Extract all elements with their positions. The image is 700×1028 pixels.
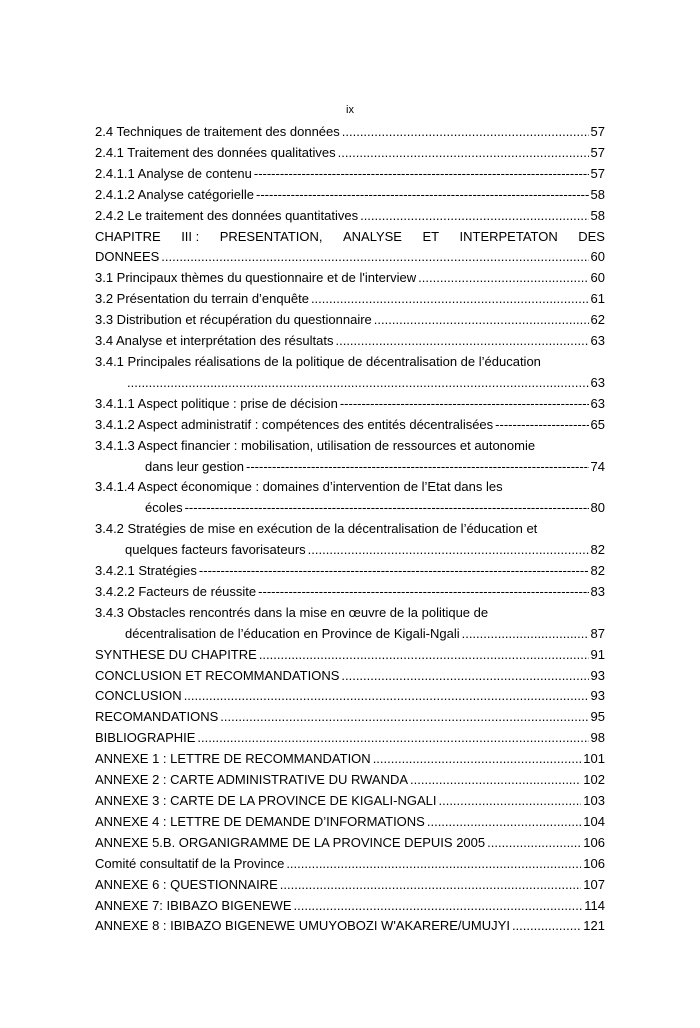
toc-entry[interactable] <box>95 415 605 436</box>
toc-word: INTERPETATON <box>459 228 558 244</box>
toc-leader <box>246 457 589 478</box>
toc-leader <box>258 582 588 603</box>
toc-entry[interactable] <box>95 561 605 582</box>
toc-leader <box>197 728 588 749</box>
toc-entry-page: 93 <box>590 667 605 683</box>
toc-entry-title: CONCLUSION <box>95 688 182 704</box>
toc-entry-page: 107 <box>583 876 605 892</box>
toc-leader <box>342 122 589 143</box>
toc-leader <box>487 833 581 854</box>
toc-entry[interactable] <box>95 268 605 289</box>
toc-word: PRESENTATION, <box>219 228 323 244</box>
toc-entry-title: 3.4.2.1 Stratégies <box>95 563 197 579</box>
toc-entry-page: 63 <box>590 395 605 411</box>
toc-entry-title: CONCLUSION ET RECOMMANDATIONS <box>95 667 340 683</box>
toc-entry[interactable] <box>95 122 605 143</box>
toc-word: DES <box>578 228 605 244</box>
toc-leader <box>184 686 589 707</box>
toc-entry-title: ANNEXE 1 : LETTRE DE RECOMMANDATION <box>95 751 371 767</box>
toc-entry-page: 57 <box>590 165 605 181</box>
toc-entry[interactable] <box>95 854 605 875</box>
toc-entry-page: 58 <box>590 186 605 202</box>
toc-entry-title: 3.4 Analyse et interprétation des résultats <box>95 333 334 349</box>
toc-entry-chapter-3[interactable] <box>95 227 605 269</box>
toc-entry-title: 3.1 Principaux thèmes du questionnaire et de l'interview <box>95 270 417 286</box>
toc-entry-title: ANNEXE 3 : CARTE DE LA PROVINCE DE KIGALI-NGALI <box>95 793 437 808</box>
toc-leader <box>341 666 588 687</box>
toc-entry-page: 83 <box>590 583 605 599</box>
toc-entry-page: 63 <box>590 333 605 349</box>
toc-entry-page: 103 <box>583 793 605 808</box>
toc-entry[interactable] <box>95 875 605 896</box>
toc-leader <box>438 791 581 812</box>
toc-leader <box>308 540 589 561</box>
toc-entry[interactable] <box>95 728 605 749</box>
toc-entry-page: 104 <box>583 813 605 829</box>
toc-leader <box>427 812 581 833</box>
toc-entry-title-cont: dans leur gestion <box>145 458 245 474</box>
toc-entry[interactable] <box>95 289 605 310</box>
toc-entry-page: 98 <box>590 730 605 746</box>
toc-leader <box>199 561 589 582</box>
toc-entry-page: 58 <box>590 207 605 223</box>
toc-entry-page: 121 <box>583 918 605 934</box>
toc-leader <box>256 185 589 206</box>
toc-leader <box>338 143 589 164</box>
toc-entry-page: 82 <box>590 563 605 579</box>
toc-entry[interactable] <box>95 833 605 854</box>
toc-entry-page: 62 <box>590 312 605 328</box>
toc-entry-title: 3.3 Distribution et récupération du questionnaire <box>95 312 372 328</box>
toc-word: CHAPITRE <box>95 228 161 244</box>
toc-entry-page: 93 <box>590 688 605 704</box>
toc-leader <box>374 310 589 331</box>
toc-entry-title: RECOMANDATIONS <box>95 709 219 725</box>
toc-entry-page: 95 <box>590 709 605 725</box>
toc-leader <box>259 645 589 666</box>
toc-entry[interactable] <box>95 645 605 666</box>
toc-entry-title-cont: quelques facteurs favorisateurs <box>125 542 306 558</box>
toc-leader <box>220 707 588 728</box>
toc-entry-multiline[interactable] <box>95 477 605 519</box>
toc-leader <box>127 373 589 394</box>
toc-entry[interactable] <box>95 331 605 352</box>
toc-entry[interactable] <box>95 896 605 917</box>
toc-leader <box>373 749 582 770</box>
toc-entry-title: 3.4.1.3 Aspect financier : mobilisation, utilisation de ressources et autonomie <box>95 437 536 453</box>
toc-entry[interactable] <box>95 686 605 707</box>
toc-entry-title: DONNEES <box>95 249 160 265</box>
toc-entry[interactable] <box>95 394 605 415</box>
toc-entry-page: 63 <box>590 374 605 390</box>
toc-entry-page: 114 <box>584 897 605 913</box>
toc-entry-page: 102 <box>583 772 605 788</box>
toc-entry-title-line <box>95 227 605 248</box>
toc-entry-title: 3.4.1 Principales réalisations de la politique de décentralisation de l’éducation <box>95 353 541 369</box>
toc-entry-title: ANNEXE 8 : IBIBAZO BIGENEWE UMUYOBOZI W'AKARERE/UMUJYI <box>95 918 510 934</box>
toc-entry-title: 3.2 Présentation du terrain d’enquête <box>95 291 309 307</box>
toc-entry[interactable] <box>95 582 605 603</box>
toc-entry-page: 82 <box>590 542 605 558</box>
toc-word: ET <box>422 228 440 244</box>
toc-entry-title: 2.4.1.2 Analyse catégorielle <box>95 186 254 202</box>
toc-entry-page: 60 <box>590 270 605 286</box>
toc-entry[interactable] <box>95 812 605 833</box>
toc-leader <box>294 896 583 917</box>
toc-entry-title: 3.4.2.2 Facteurs de réussite <box>95 583 257 599</box>
toc-entry-page: 57 <box>590 144 605 160</box>
toc-entry-title-cont: écoles <box>145 500 183 516</box>
table-of-contents <box>95 122 605 937</box>
toc-entry[interactable] <box>95 770 605 791</box>
toc-entry-page: 101 <box>583 751 605 767</box>
toc-entry-page: 60 <box>590 249 605 265</box>
toc-word: III : <box>181 228 200 244</box>
toc-leader <box>335 331 588 352</box>
toc-leader <box>512 916 581 937</box>
toc-entry-continuation <box>95 624 605 645</box>
toc-leader <box>286 854 581 875</box>
toc-leader <box>360 206 588 227</box>
toc-entry-title: Comité consultatif de la Province <box>95 855 285 871</box>
toc-entry-title: 3.4.2 Stratégies de mise en exécution de la décentralisation de l’éducation et <box>95 521 538 537</box>
toc-entry-multiline[interactable] <box>95 603 605 645</box>
toc-entry-title: ANNEXE 6 : QUESTIONNAIRE <box>95 876 278 892</box>
toc-entry-title: 2.4.1 Traitement des données qualitatives <box>95 144 336 160</box>
toc-entry-multiline[interactable] <box>95 352 605 394</box>
toc-leader <box>311 289 589 310</box>
toc-entry-title-cont: décentralisation de l’éducation en Province de Kigali-Ngali <box>125 625 460 641</box>
toc-entry[interactable] <box>95 206 605 227</box>
toc-leader <box>462 624 589 645</box>
toc-entry-page: 61 <box>590 291 605 307</box>
toc-entry-title: ANNEXE 7: IBIBAZO BIGENEWE <box>95 897 292 913</box>
toc-entry-page: 106 <box>583 855 605 871</box>
toc-entry-title: ANNEXE 5.B. ORGANIGRAMME DE LA PROVINCE DEPUIS 2005 <box>95 834 486 850</box>
toc-entry[interactable] <box>95 791 605 812</box>
toc-entry[interactable] <box>95 185 605 206</box>
toc-leader <box>280 875 582 896</box>
toc-entry-title: ANNEXE 2 : CARTE ADMINISTRATIVE DU RWANDA <box>95 772 409 788</box>
toc-word: ANALYSE <box>342 228 402 244</box>
toc-entry-title: 3.4.1.2 Aspect administratif : compétences des entités décentralisées <box>95 416 494 432</box>
toc-entry-title: 2.4.1.1 Analyse de contenu <box>95 165 252 181</box>
toc-entry-page: 106 <box>583 834 605 850</box>
toc-entry-title: BIBLIOGRAPHIE <box>95 730 196 746</box>
toc-entry-continuation <box>95 540 605 561</box>
toc-entry[interactable] <box>95 164 605 185</box>
toc-entry[interactable] <box>95 666 605 687</box>
toc-entry-title: ANNEXE 4 : LETTRE DE DEMANDE D’INFORMATIONS <box>95 813 425 829</box>
toc-leader <box>161 247 588 268</box>
toc-entry-title: SYNTHESE DU CHAPITRE <box>95 646 257 662</box>
toc-entry-title: 2.4.2 Le traitement des données quantitatives <box>95 207 359 223</box>
toc-entry-continuation <box>95 498 605 519</box>
toc-entry-page: 87 <box>590 625 605 641</box>
toc-entry-continuation <box>95 373 605 394</box>
toc-entry-page: 74 <box>590 458 605 474</box>
toc-entry-page: 57 <box>590 124 605 139</box>
toc-leader <box>340 394 589 415</box>
toc-entry-multiline[interactable] <box>95 519 605 561</box>
toc-entry-continuation <box>95 457 605 478</box>
toc-leader <box>410 770 581 791</box>
toc-entry[interactable] <box>95 310 605 331</box>
toc-entry[interactable] <box>95 143 605 164</box>
toc-entry-title: 3.4.1.4 Aspect économique : domaines d’intervention de l’Etat dans les <box>95 479 503 495</box>
toc-entry[interactable] <box>95 749 605 770</box>
toc-entry-title: 2.4 Techniques de traitement des données <box>95 124 340 139</box>
page-number: ix <box>346 104 354 116</box>
toc-entry[interactable] <box>95 707 605 728</box>
toc-entry-page: 91 <box>590 646 605 662</box>
toc-entry-title: 3.4.3 Obstacles rencontrés dans la mise en œuvre de la politique de <box>95 604 489 620</box>
toc-entry-page: 80 <box>590 500 605 516</box>
toc-entry-continuation <box>95 247 605 268</box>
toc-entry-title: 3.4.1.1 Aspect politique : prise de décision <box>95 395 338 411</box>
toc-leader <box>254 164 589 185</box>
toc-entry[interactable] <box>95 916 605 937</box>
toc-entry-page: 65 <box>590 416 605 432</box>
toc-leader <box>495 415 588 436</box>
toc-entry-multiline[interactable] <box>95 436 605 478</box>
toc-leader <box>418 268 588 289</box>
toc-leader <box>185 498 589 519</box>
